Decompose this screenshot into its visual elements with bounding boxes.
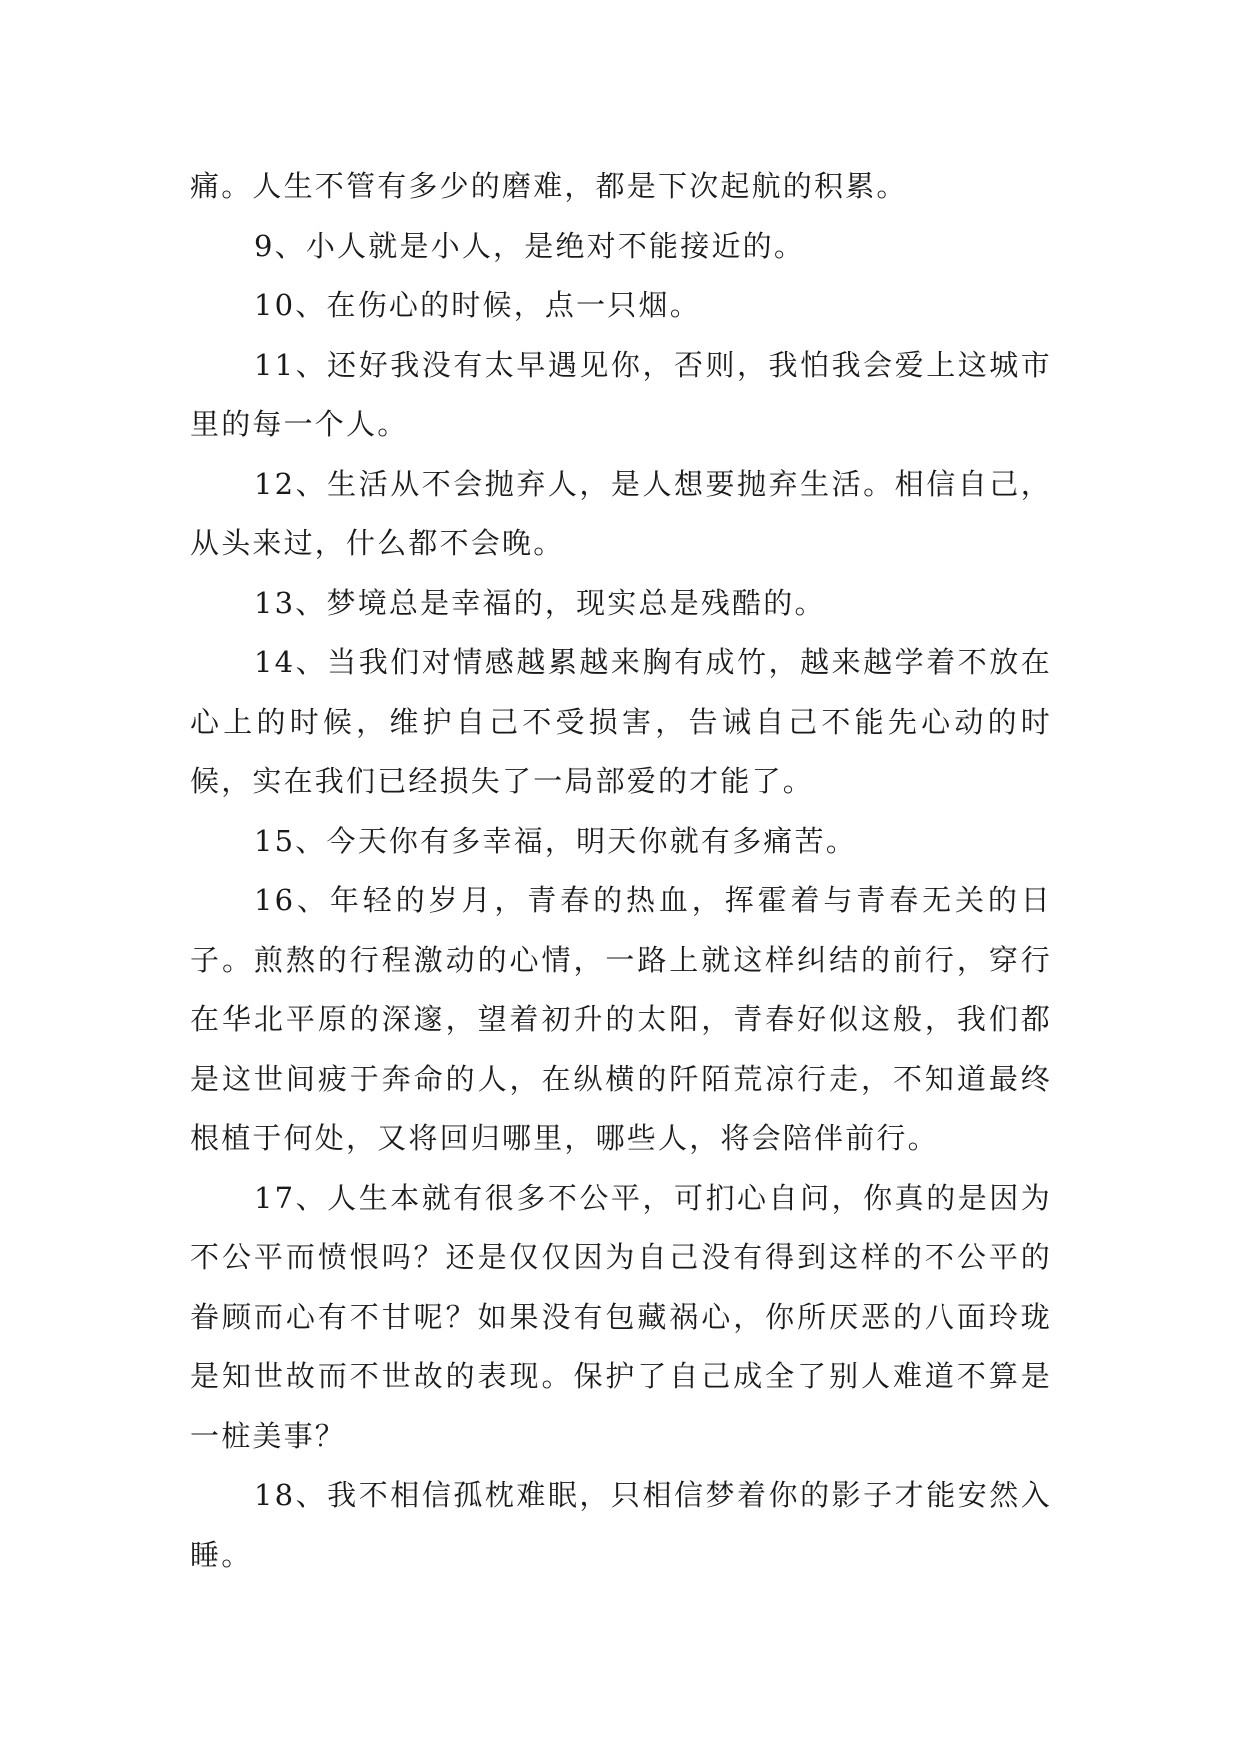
paragraph-item-9: 9、小人就是小人，是绝对不能接近的。	[254, 228, 806, 263]
paragraph-item-13: 13、梦境总是幸福的，现实总是残酷的。	[254, 585, 826, 620]
paragraph-item-15: 15、今天你有多幸福，明天你就有多痛苦。	[254, 823, 857, 858]
paragraph-item-10: 10、在伤心的时候，点一只烟。	[254, 288, 701, 322]
paragraph-item-17: 17、人生本就有很多不公平，可扪心自问，你真的是因为不公平而愤恨吗？还是仅仅因为自己没有得到这样的不公平的眷顾而心有不甘呢？如果没有包藏祸心，你所厌恶的八面玲珑是知世故而不世故的表现。保护了自己成全了别人难道不算是一桩美事？	[190, 1180, 1052, 1453]
paragraph-continued: 痛。人生不管有多少的磨难，都是下次起航的积累。	[190, 169, 908, 203]
paragraph-item-18: 18、我不相信孤枕难眠，只相信梦着你的影子才能安然入睡。	[190, 1478, 1052, 1572]
paragraph-item-12: 12、生活从不会抛弃人，是人想要抛弃生活。相信自己，从头来过，什么都不会晚。	[190, 466, 1052, 560]
paragraph-item-14: 14、当我们对情感越累越来胸有成竹，越来越学着不放在心上的时候，维护自己不受损害，告诫自己不能先心动的时候，实在我们已经损失了一局部爱的才能了。	[190, 645, 1052, 798]
paragraph-item-11: 11、还好我没有太早遇见你，否则，我怕我会爱上这城市里的每一个人。	[190, 347, 1052, 441]
document-body	[190, 157, 1052, 1585]
paragraph-item-16: 16、年轻的岁月，青春的热血，挥霍着与青春无关的日子。煎熬的行程激动的心情，一路上就这样纠结的前行，穿行在华北平原的深邃，望着初升的太阳，青春好似这般，我们都是这世间疲于奔命的人，在纵横的阡陌荒凉行走，不知道最终根植于何处，又将回归哪里，哪些人，将会陪伴前行。	[190, 883, 1052, 1155]
